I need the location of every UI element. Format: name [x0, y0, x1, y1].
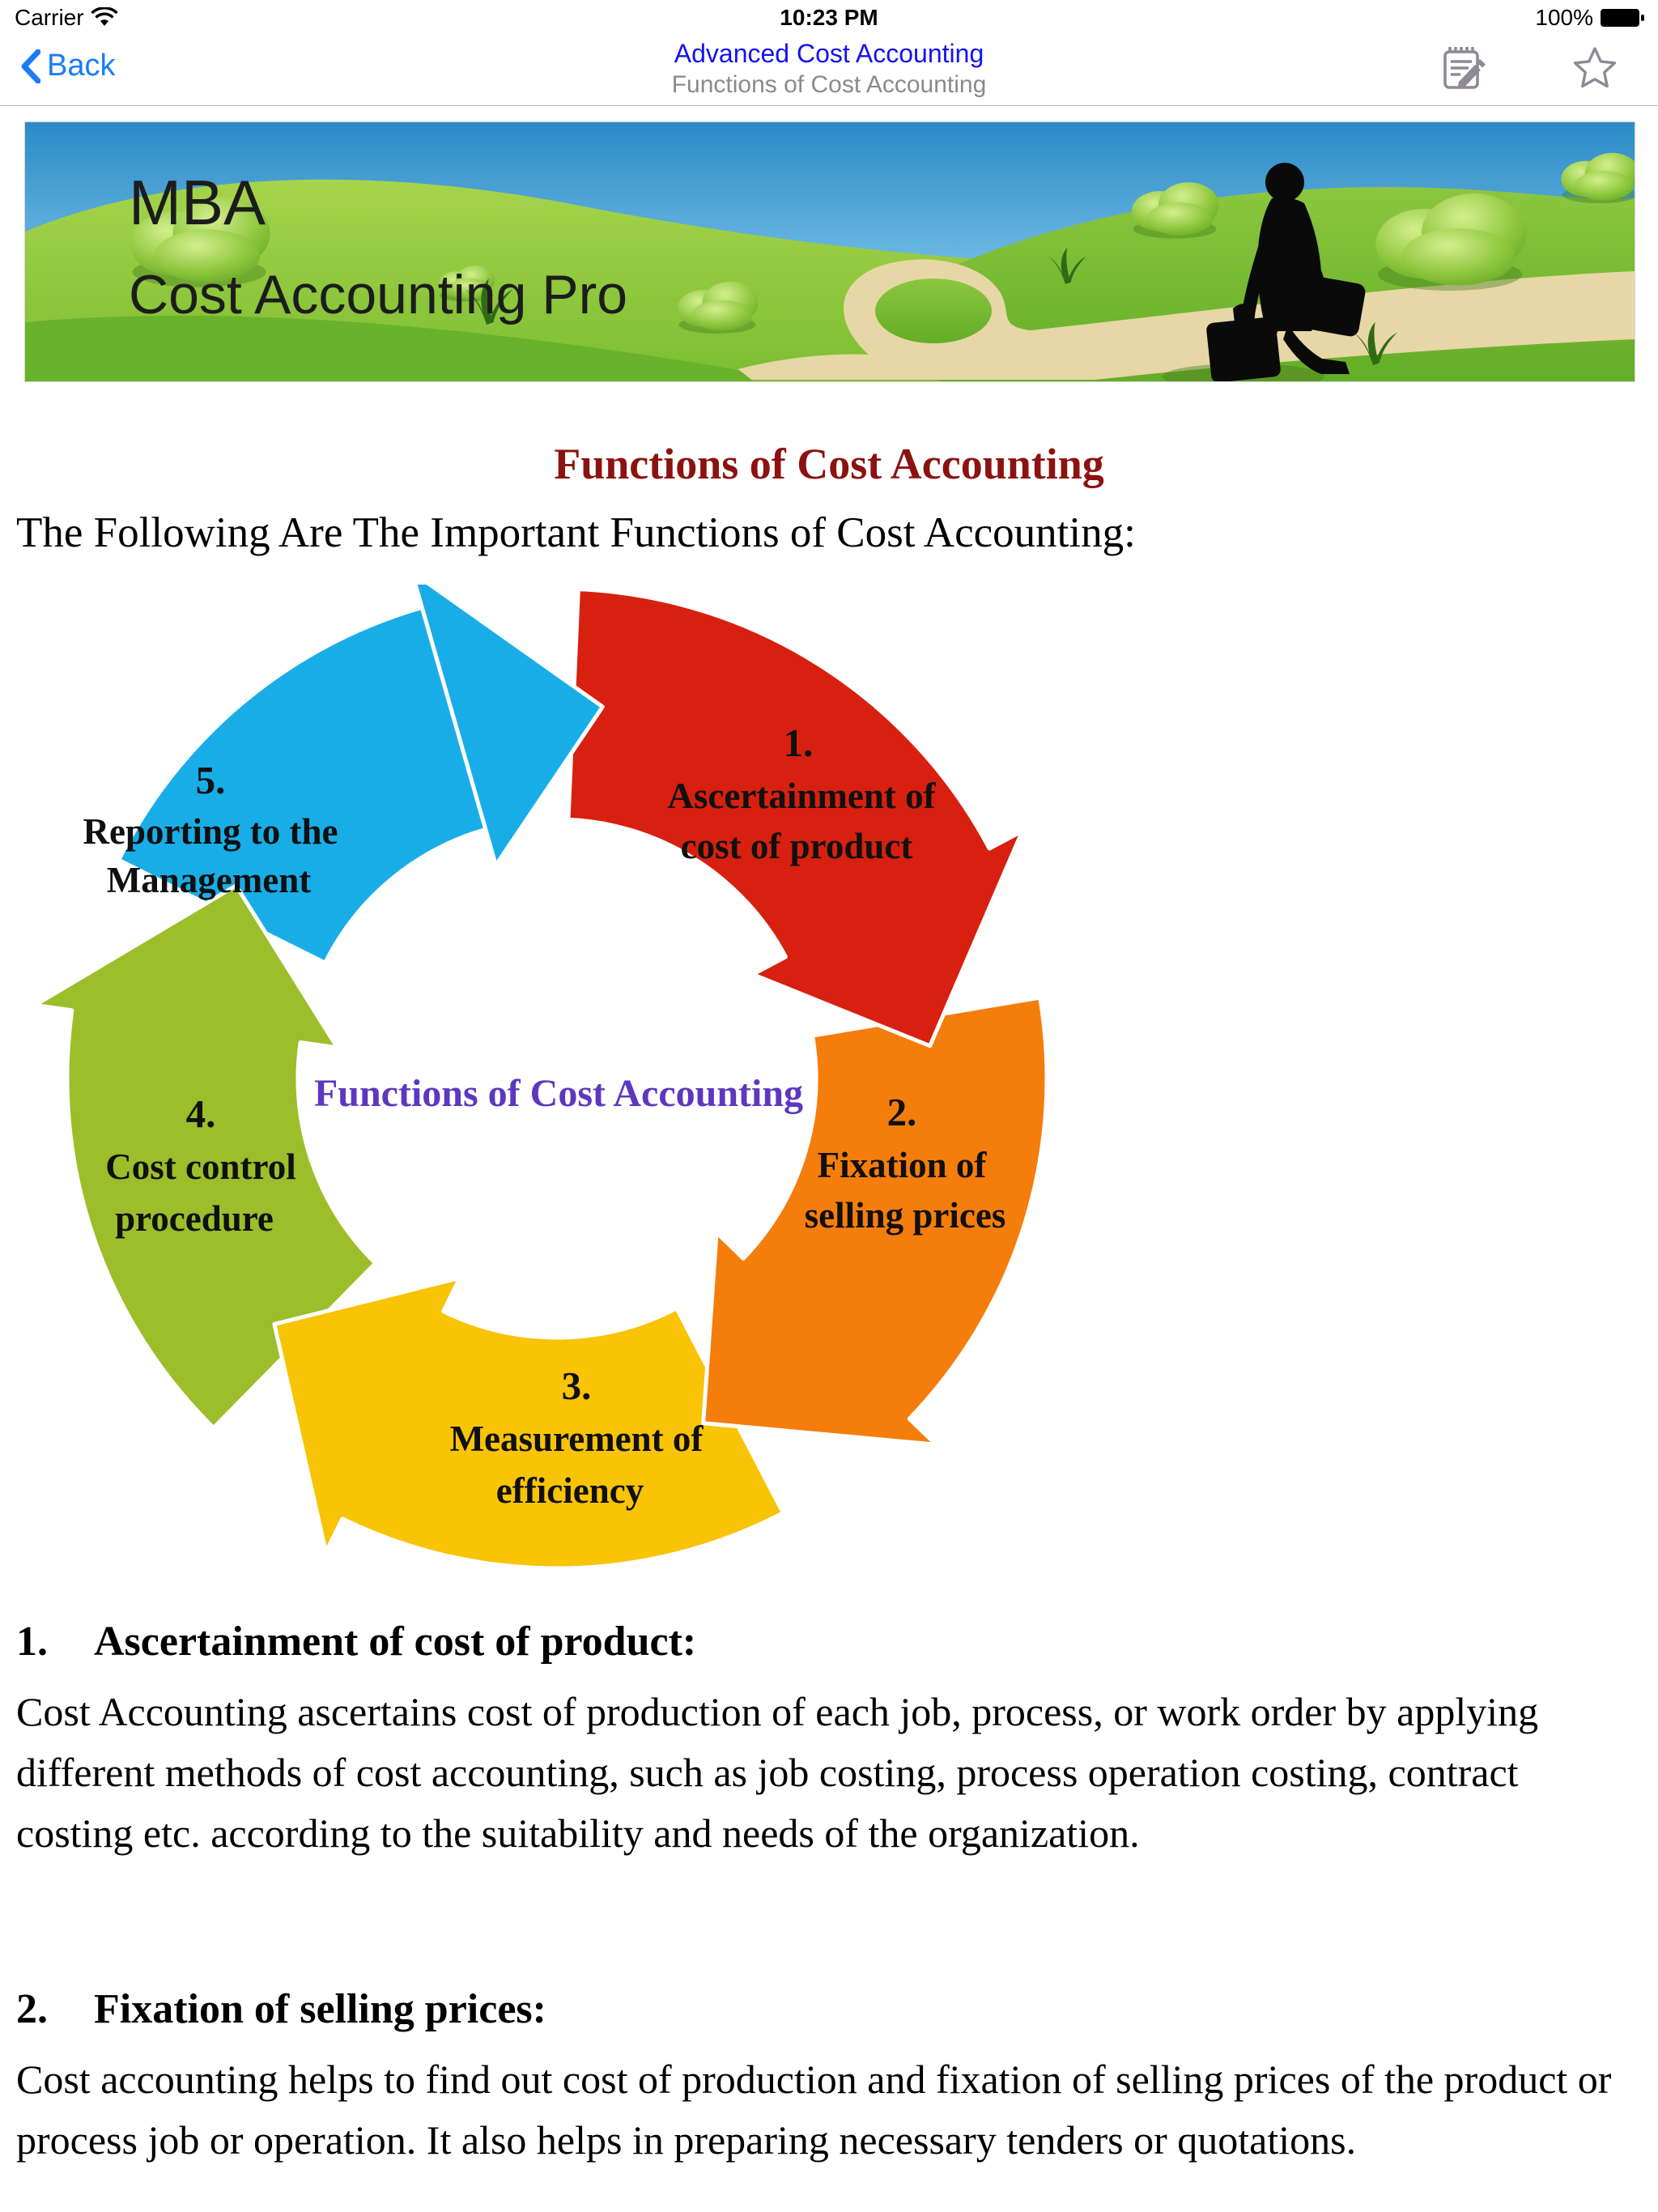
section-1-number: 1.: [16, 1619, 48, 1665]
nav-title-group: [0, 37, 1658, 100]
section-1: [16, 1618, 1643, 1864]
segment-2-line1: Fixation of: [817, 1145, 987, 1185]
banner-illustration: [25, 122, 1635, 381]
segment-4-line1: Cost control: [105, 1146, 296, 1187]
battery-percent: 100%: [1535, 5, 1593, 30]
section-2-number: 2.: [16, 1986, 48, 2032]
segment-5-line2: Management: [106, 860, 312, 900]
page-subtitle: Functions of Cost Accounting: [671, 71, 987, 98]
notes-button[interactable]: [1441, 45, 1486, 91]
carrier-label: Carrier: [15, 5, 84, 30]
diagram-arrow-1-ascertainment: [568, 589, 1022, 1046]
segment-5-number: 5.: [195, 758, 226, 802]
segment-2-line2: selling prices: [804, 1195, 1006, 1236]
app-banner: [24, 121, 1635, 382]
section-1-body: Cost Accounting ascertains cost of production of each job, process, or work order by applying different methods of cost accounting, such as job costing, process operation costing, contract costing etc. according to the suitability and needs of the organization.: [16, 1689, 1539, 1856]
section-2: [16, 1985, 1643, 2171]
segment-1-line1: Ascertainment of: [667, 776, 936, 816]
segment-3-line1: Measurement of: [449, 1419, 704, 1459]
favorite-button[interactable]: [1572, 45, 1618, 91]
banner-title: MBA: [129, 167, 266, 238]
star-icon: [1572, 46, 1618, 90]
diagram-center-label: Functions of Cost Accounting: [313, 1072, 804, 1115]
segment-4-number: 4.: [185, 1091, 216, 1136]
battery-icon: [1600, 7, 1645, 28]
segment-3-line2: efficiency: [495, 1470, 644, 1511]
segment-5-line1: Reporting to the: [83, 811, 338, 852]
section-2-body: Cost accounting helps to find out cost of production and fixation of selling prices of the product or process job or operation. It also helps in preparing necessary tenders or quotations.: [16, 2057, 1612, 2163]
segment-3-number: 3.: [561, 1363, 592, 1408]
compose-note-icon: [1442, 45, 1486, 91]
article-heading: Functions of Cost Accounting: [554, 440, 1104, 488]
section-1-title: Ascertainment of cost of product:: [94, 1619, 697, 1665]
section-2-title: Fixation of selling prices:: [94, 1986, 546, 2032]
segment-4-line2: procedure: [115, 1198, 274, 1239]
page-title: Advanced Cost Accounting: [674, 39, 984, 68]
navigation-bar: [0, 34, 1658, 106]
back-label: Back: [47, 49, 116, 83]
cycle-diagram: [23, 585, 1091, 1572]
segment-1-number: 1.: [783, 721, 814, 765]
banner-path-loop-center: [875, 279, 992, 343]
banner-subtitle: Cost Accounting Pro: [129, 264, 628, 325]
status-bar: [0, 0, 1658, 34]
segment-1-line2: cost of product: [680, 826, 913, 866]
article-intro: The Following Are The Important Functions of Cost Accounting:: [16, 509, 1136, 556]
segment-2-number: 2.: [886, 1090, 917, 1134]
clock: 10:23 PM: [780, 5, 878, 30]
